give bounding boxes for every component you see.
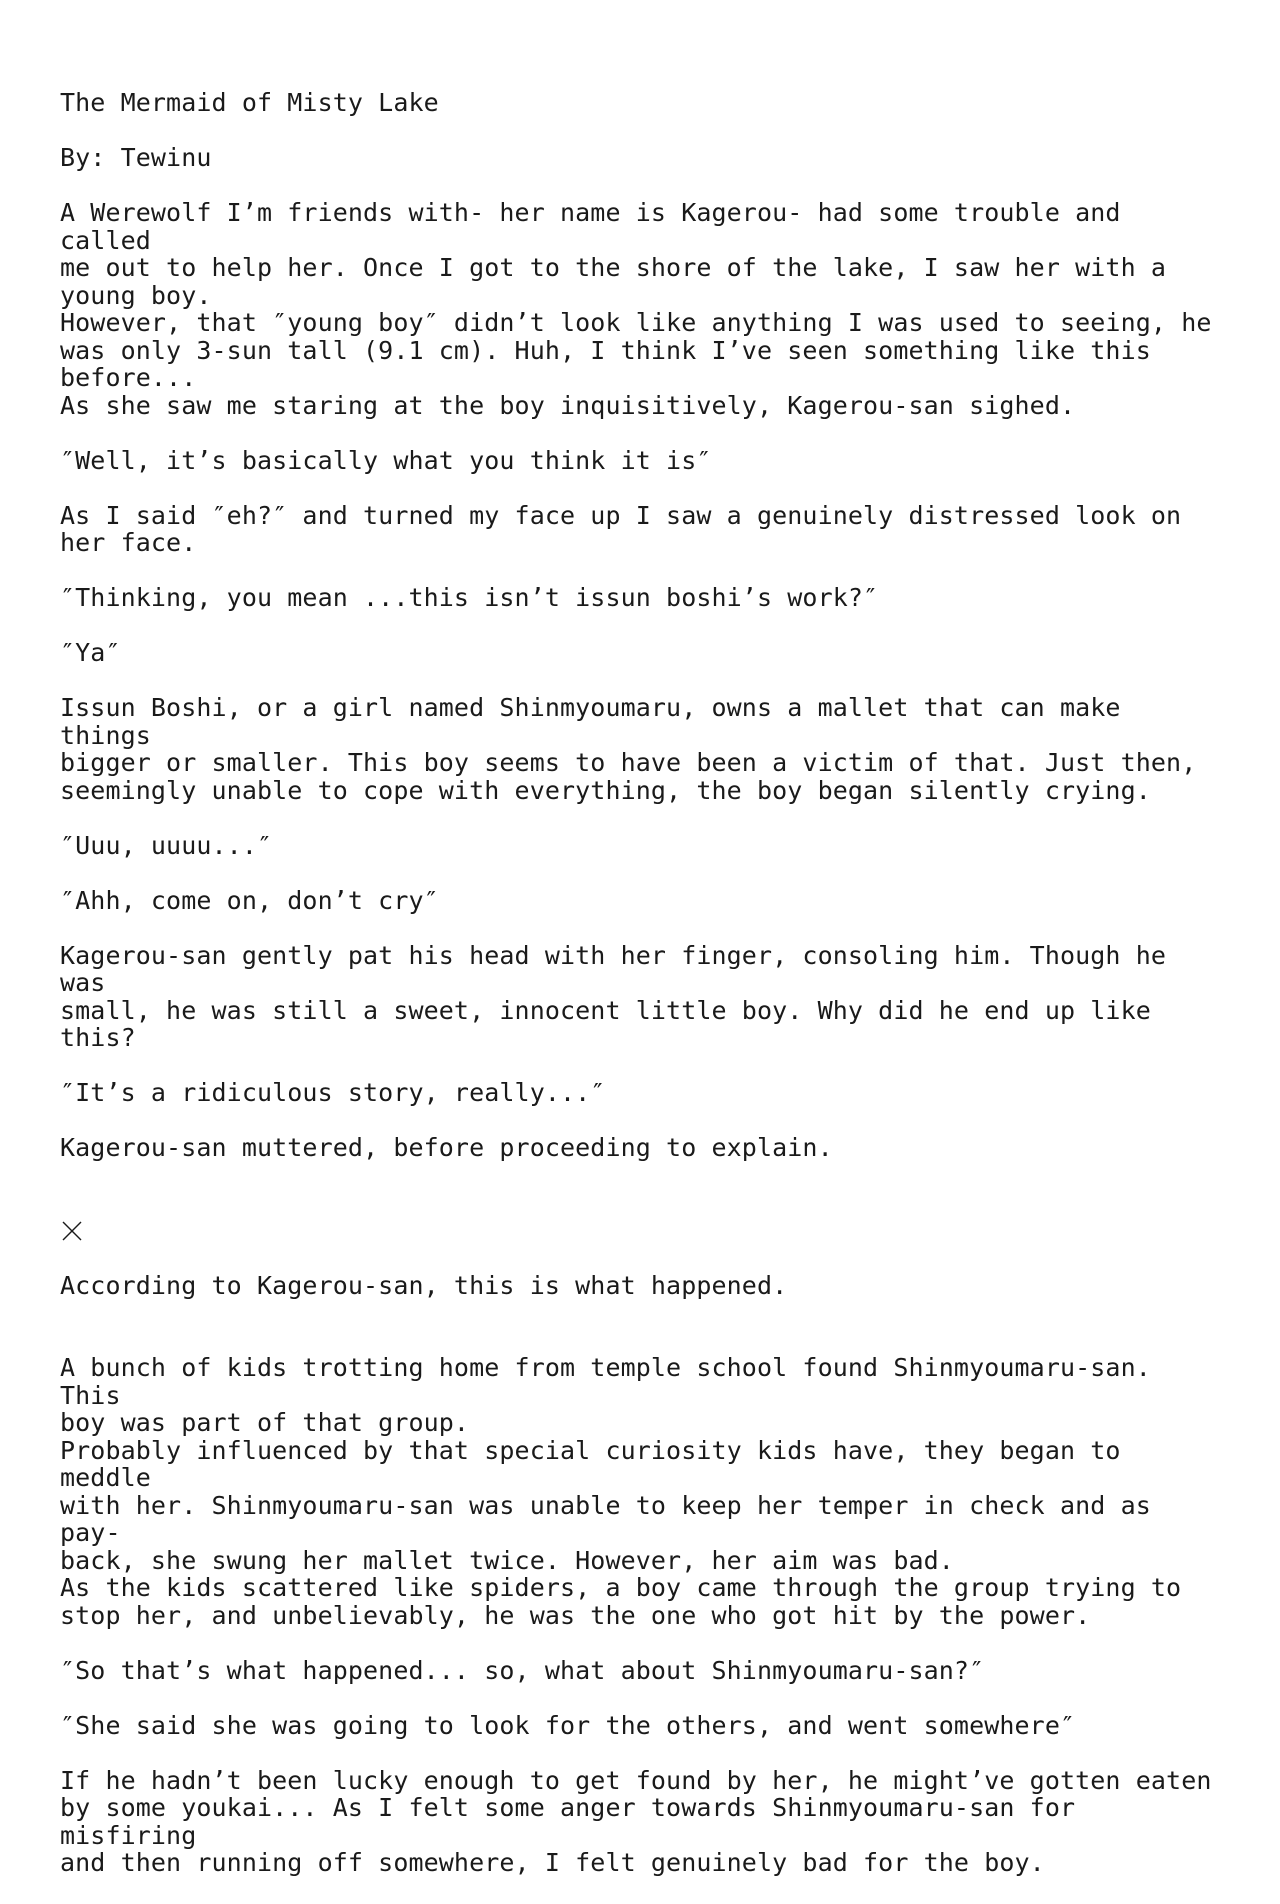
paragraph: Issun Boshi, or a girl named Shinmyoumaru, owns a mallet that can make things bigger or smaller. This boy seems to have been a victim of that. Just then, seemingly unable to cope with everything, the boy began silently crying. — [60, 693, 1197, 805]
scene-break — [60, 1217, 1225, 1245]
dialogue-line: ″Ahh, come on, don’t cry″ — [60, 885, 439, 915]
dialogue-line: ″So that’s what happened... so, what about Shinmyoumaru-san?″ — [60, 1655, 985, 1685]
dialogue-line: ″Uuu, uuuu...″ — [60, 830, 273, 860]
blank-line — [60, 1327, 1225, 1355]
dialogue-line: ″It’s a ridiculous story, really...″ — [60, 1078, 606, 1107]
dialogue-line: ″She said she was going to look for the others, and went somewhere″ — [60, 1710, 1076, 1740]
paragraph: If he hadn’t been lucky enough to get found by her, he might’ve gotten eaten by some youkai... As I felt some anger towards Shinmyoumaru-san for misfiring and then running off somewhere, I felt genuinely bad for the boy. — [60, 1765, 1212, 1877]
paragraph: According to Kagerou-san, this is what happened. — [60, 1270, 788, 1300]
paragraph: Kagerou-san gently pat his head with her finger, consoling him. Though he was small, he was still a sweet, innocent little boy. Why did he end up like this? — [60, 940, 1167, 1052]
document-body — [60, 89, 1225, 1904]
x-mark-icon — [62, 1221, 82, 1241]
dialogue-line: ″Well, it’s basically what you think it is″ — [60, 445, 712, 475]
byline: By: Tewinu — [60, 143, 212, 172]
dialogue-line: ″Ya″ — [60, 638, 121, 667]
paragraph: Kagerou-san muttered, before proceeding to explain. — [60, 1133, 833, 1162]
blank-line — [60, 1189, 1225, 1217]
story-title: The Mermaid of Misty Lake — [60, 88, 439, 117]
dialogue-line: ″Thinking, you mean ...this isn’t issun boshi’s work?″ — [60, 583, 879, 612]
paragraph: A Werewolf I’m friends with- her name is Kagerou- had some trouble and called me out to help her. Once I got to the shore of the lake, I saw her with a young boy. However, that ″young boy″ didn’t look like anything I was used to seeing, he was only 3-sun tall (9.1 cm). Huh, I think I’ve seen something like this before... As she saw me staring at the boy inquisitively, Kagerou-san sighed. — [60, 198, 1212, 420]
paragraph: A bunch of kids trotting home from temple school found Shinmyoumaru-san. This boy was part of that group. Probably influenced by that special curiosity kids have, they began to meddle with her. Shinmyoumaru-san was unable to keep her temper in check and as pay- back, she swung her mallet twice. However, her aim was bad. As the kids scattered like spiders, a boy came through the group trying to stop her, and unbelievably, he was the one who got hit by the power. — [60, 1353, 1182, 1630]
paragraph: As I said ″eh?″ and turned my face up I saw a genuinely distressed look on her face. — [60, 500, 1182, 557]
